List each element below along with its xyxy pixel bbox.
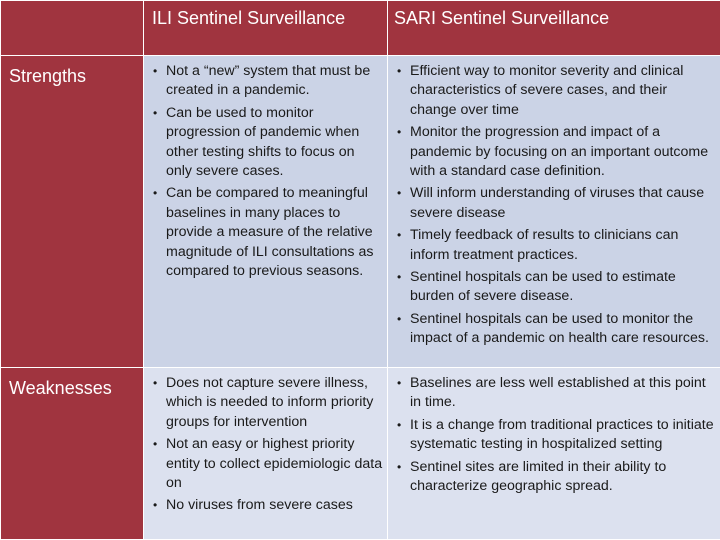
- bullet-icon: •: [153, 498, 158, 513]
- list-item: [150, 104, 383, 182]
- row-header-strengths: [1, 56, 144, 368]
- row-strengths: [1, 56, 720, 368]
- list-item-text: No viruses from severe cases: [166, 497, 353, 514]
- weaknesses-sari-list: [388, 368, 720, 496]
- row-header-weaknesses: [1, 368, 144, 540]
- bullet-icon: •: [397, 417, 402, 432]
- bullet-icon: •: [397, 64, 402, 78]
- row-weaknesses: [1, 368, 720, 540]
- list-item-text: Baselines are less well established at this point in time.: [410, 375, 706, 411]
- cell-weaknesses-ili: [144, 368, 388, 540]
- list-item-text: Sentinel hospitals can be used to estimate burden of severe disease.: [410, 269, 676, 305]
- bullet-icon: •: [397, 186, 402, 201]
- list-item-text: Timely feedback of results to clinicians can inform treatment practices.: [410, 227, 679, 263]
- list-item: [150, 184, 383, 281]
- list-item: [150, 62, 383, 101]
- bullet-icon: •: [153, 376, 158, 390]
- list-item-text: Sentinel sites are limited in their ability to characterize geographic spread.: [410, 458, 667, 495]
- list-item: [394, 416, 716, 455]
- list-item: [394, 226, 716, 265]
- bullet-icon: •: [397, 459, 402, 474]
- weaknesses-ili-list: [144, 368, 387, 516]
- corner-cell: [1, 1, 144, 56]
- column-header-sari: [388, 1, 720, 56]
- list-item-text: Can be compared to meaningful baselines in many places to provide a measure of the relative magnitude of ILI consultations as compared to previous seasons.: [166, 185, 374, 280]
- list-item: [394, 123, 716, 181]
- list-item-text: Does not capture severe illness, which is needed to inform priority groups for intervention: [166, 375, 374, 430]
- row-label-strengths: Strengths: [9, 66, 87, 86]
- strengths-ili-list: [144, 56, 387, 281]
- bullet-icon: •: [153, 186, 158, 201]
- column-header-ili-label: ILI Sentinel Surveillance: [152, 8, 346, 28]
- row-label-weaknesses: Weaknesses: [9, 378, 112, 398]
- bullet-icon: •: [397, 125, 402, 140]
- corner-label: [1, 1, 143, 7]
- bullet-icon: •: [397, 270, 402, 285]
- list-item: [150, 374, 383, 432]
- list-item-text: Can be used to monitor progression of pandemic when other testing shifts to focus on only severe cases.: [166, 104, 360, 180]
- cell-weaknesses-sari: [388, 368, 720, 540]
- strengths-sari-list: [388, 56, 720, 349]
- bullet-icon: •: [153, 437, 158, 452]
- bullet-icon: •: [153, 105, 158, 120]
- list-item: [394, 374, 716, 413]
- column-header-sari-label: SARI Sentinel Surveillance: [394, 8, 610, 28]
- list-item: [394, 184, 716, 223]
- bullet-icon: •: [397, 228, 402, 243]
- cell-strengths-sari: [388, 56, 720, 368]
- list-item-text: Monitor the progression and impact of a pandemic by focusing on an important outcome with a standard case definition.: [410, 124, 709, 180]
- list-item: [394, 268, 716, 307]
- list-item-text: It is a change from traditional practices to initiate systematic testing in hospitalized setting: [410, 416, 714, 453]
- column-header-ili: [144, 1, 388, 56]
- list-item-text: Not an easy or highest priority entity to collect epidemiologic data on: [166, 436, 383, 492]
- bullet-icon: •: [397, 376, 402, 390]
- bullet-icon: •: [153, 64, 158, 78]
- list-item-text: Will inform understanding of viruses that cause severe disease: [410, 185, 705, 221]
- bullet-icon: •: [397, 311, 402, 326]
- list-item: [150, 435, 383, 493]
- list-item-text: Efficient way to monitor severity and clinical characteristics of severe cases, and their change over time: [410, 63, 684, 118]
- list-item: [394, 458, 716, 497]
- cell-strengths-ili: [144, 56, 388, 368]
- list-item: [394, 62, 716, 120]
- list-item-text: Not a “new” system that must be created in a pandemic.: [166, 63, 371, 99]
- header-row: [1, 1, 720, 56]
- list-item: [150, 496, 383, 515]
- list-item-text: Sentinel hospitals can be used to monitor the impact of a pandemic on health care resources.: [410, 310, 709, 347]
- list-item: [394, 310, 716, 349]
